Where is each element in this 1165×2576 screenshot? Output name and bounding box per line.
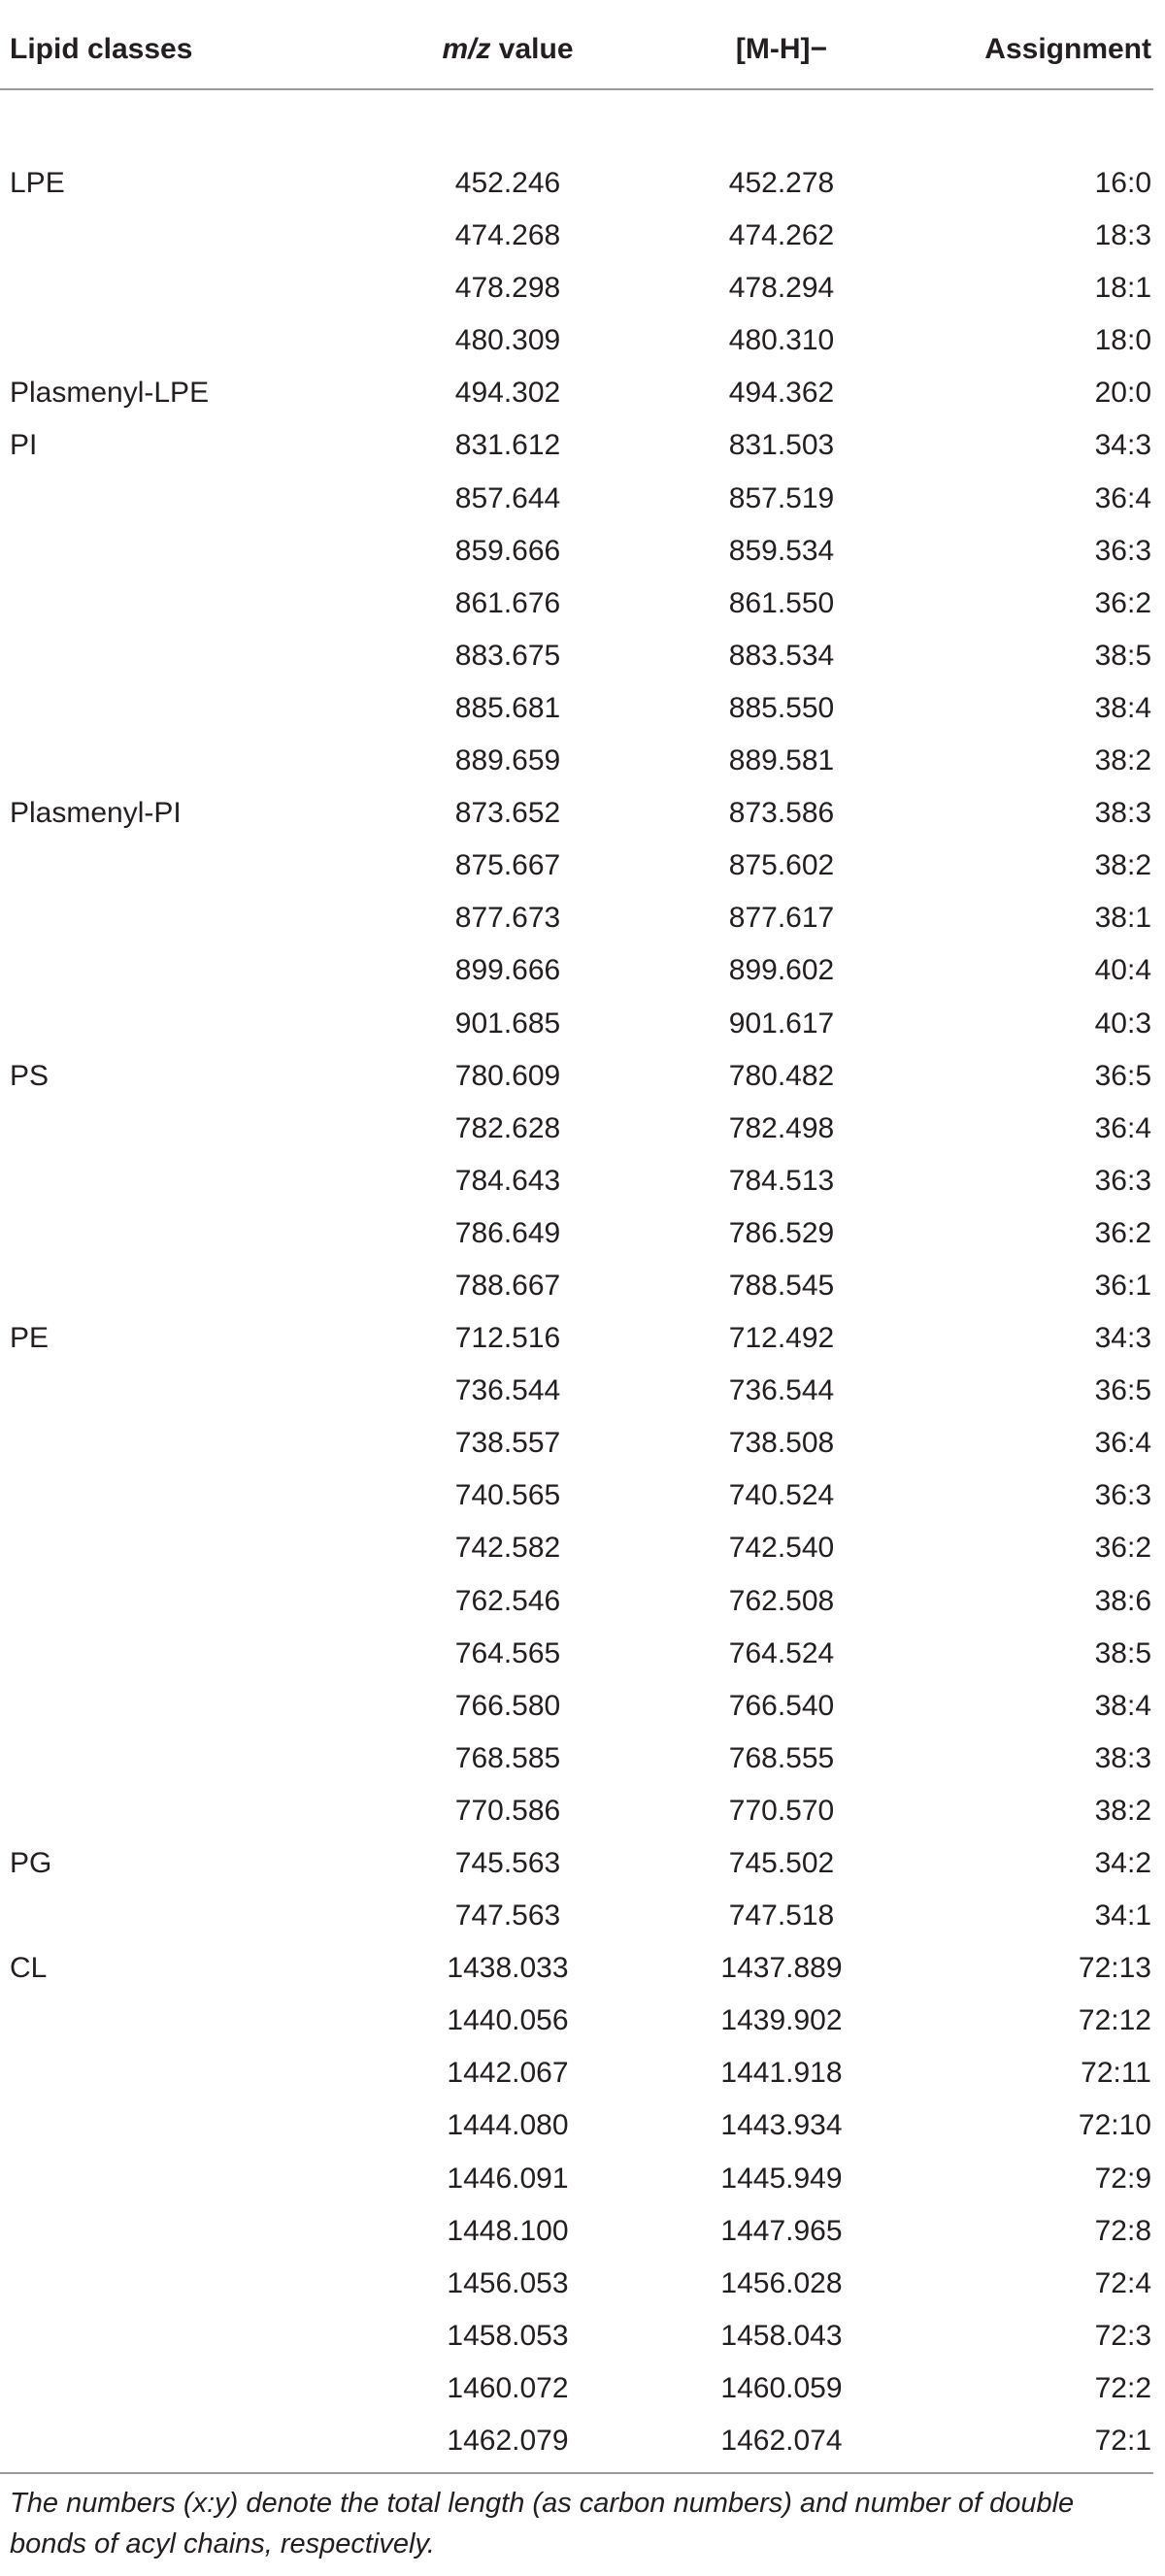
assignment-cell: 72:1 — [1094, 2425, 1151, 2458]
table-row — [0, 1522, 1165, 1574]
mz-value-cell: 1444.080 — [447, 2109, 569, 2142]
mz-value-cell: 766.580 — [454, 1689, 561, 1722]
m-h-cell: 480.310 — [728, 324, 835, 357]
mz-value-cell: 712.516 — [454, 1322, 561, 1355]
assignment-cell: 36:4 — [1094, 1427, 1151, 1460]
m-h-cell: 1439.902 — [720, 2004, 843, 2037]
mz-value-cell: 474.268 — [454, 219, 561, 252]
assignment-cell: 34:1 — [1094, 1899, 1151, 1932]
assignment-cell: 72:4 — [1094, 2266, 1151, 2299]
table-row — [0, 1155, 1165, 1207]
mz-value-cell: 452.246 — [454, 167, 561, 199]
mz-value-cell: 1438.033 — [447, 1952, 569, 1985]
m-h-cell: 766.540 — [728, 1689, 835, 1722]
mz-value-cell: 782.628 — [454, 1111, 561, 1144]
mz-value-cell: 740.565 — [454, 1479, 561, 1512]
m-h-cell: 478.294 — [728, 272, 835, 305]
lipid-class-cell: PS — [10, 1059, 50, 1092]
footer-rule — [0, 2472, 1153, 2474]
m-h-cell: 1460.059 — [720, 2371, 843, 2404]
table-row — [0, 892, 1165, 944]
mz-value-cell: 861.676 — [454, 586, 561, 619]
m-h-cell: 786.529 — [728, 1216, 835, 1249]
table-row — [0, 787, 1165, 840]
m-h-cell: 747.518 — [728, 1899, 835, 1932]
mz-value-cell: 736.544 — [454, 1374, 561, 1407]
assignment-cell: 72:12 — [1078, 2004, 1151, 2037]
m-h-cell: 740.524 — [728, 1479, 835, 1512]
assignment-cell: 40:3 — [1094, 1007, 1151, 1040]
assignment-cell: 20:0 — [1094, 377, 1151, 410]
mz-value-cell: 1458.053 — [447, 2319, 569, 2352]
mz-value-cell: 762.546 — [454, 1584, 561, 1617]
assignment-cell: 72:10 — [1078, 2109, 1151, 2142]
m-h-cell: 899.602 — [728, 954, 835, 987]
table-row — [0, 735, 1165, 787]
mz-value-cell: 873.652 — [454, 797, 561, 830]
table-row — [0, 1890, 1165, 1942]
table-row — [0, 1312, 1165, 1365]
m-h-cell: 742.540 — [728, 1532, 835, 1565]
assignment-cell: 18:1 — [1094, 272, 1151, 305]
m-h-cell: 788.545 — [728, 1269, 835, 1302]
lipid-class-cell: Plasmenyl-LPE — [10, 377, 210, 410]
table-body — [0, 157, 1165, 2467]
header-m-h: [M-H]− — [735, 33, 828, 65]
table-row — [0, 525, 1165, 578]
assignment-cell: 38:4 — [1094, 1689, 1151, 1722]
m-h-cell: 764.524 — [728, 1636, 835, 1669]
m-h-cell: 883.534 — [728, 639, 835, 672]
m-h-cell: 738.508 — [728, 1427, 835, 1460]
table-row — [0, 473, 1165, 525]
m-h-cell: 861.550 — [728, 586, 835, 619]
table-row — [0, 1942, 1165, 1995]
table-row — [0, 2099, 1165, 2152]
table-row — [0, 682, 1165, 735]
mz-value-cell: 857.644 — [454, 481, 561, 514]
mz-value-cell: 745.563 — [454, 1847, 561, 1879]
assignment-cell: 36:1 — [1094, 1269, 1151, 1302]
header-mz-rest: value — [490, 33, 574, 65]
mz-value-cell: 1462.079 — [447, 2425, 569, 2458]
header-mz-italic: m/z — [442, 33, 491, 65]
table-row — [0, 578, 1165, 630]
assignment-cell: 38:6 — [1094, 1584, 1151, 1617]
mz-value-cell: 742.582 — [454, 1532, 561, 1565]
lipid-class-cell: CL — [10, 1952, 48, 1985]
table-row — [0, 1680, 1165, 1733]
table-row — [0, 367, 1165, 419]
m-h-cell: 875.602 — [728, 849, 835, 882]
header-lipid-classes: Lipid classes — [10, 33, 193, 65]
table-row — [0, 2047, 1165, 2099]
m-h-cell: 784.513 — [728, 1164, 835, 1197]
table-row — [0, 1417, 1165, 1470]
assignment-cell: 38:3 — [1094, 1741, 1151, 1774]
mz-value-cell: 784.643 — [454, 1164, 561, 1197]
m-h-cell: 877.617 — [728, 902, 835, 935]
assignment-cell: 18:0 — [1094, 324, 1151, 357]
assignment-cell: 38:5 — [1094, 1636, 1151, 1669]
table-row — [0, 314, 1165, 367]
table-row — [0, 998, 1165, 1050]
assignment-cell: 38:4 — [1094, 691, 1151, 724]
assignment-cell: 36:2 — [1094, 1532, 1151, 1565]
table-row — [0, 1995, 1165, 2047]
assignment-cell: 34:3 — [1094, 1322, 1151, 1355]
assignment-cell: 72:11 — [1081, 2057, 1151, 2090]
table-row — [0, 1628, 1165, 1680]
assignment-cell: 38:2 — [1094, 1794, 1151, 1827]
mz-value-cell: 1440.056 — [447, 2004, 569, 2037]
assignment-cell: 72:9 — [1094, 2162, 1151, 2195]
mz-value-cell: 877.673 — [454, 902, 561, 935]
m-h-cell: 1441.918 — [720, 2057, 843, 2090]
m-h-cell: 762.508 — [728, 1584, 835, 1617]
m-h-cell: 889.581 — [728, 744, 835, 777]
assignment-cell: 36:3 — [1094, 534, 1151, 567]
assignment-cell: 38:3 — [1094, 797, 1151, 830]
table-footnote: The numbers (x:y) denote the total length (as carbon numbers) and number of double bonds of acyl chains, respectively. — [10, 2488, 1075, 2559]
table-row — [0, 1733, 1165, 1785]
m-h-cell: 452.278 — [728, 167, 835, 199]
assignment-cell: 36:5 — [1094, 1374, 1151, 1407]
table-row — [0, 210, 1165, 262]
m-h-cell: 1458.043 — [720, 2319, 843, 2352]
m-h-cell: 885.550 — [728, 691, 835, 724]
table-row — [0, 262, 1165, 314]
assignment-cell: 34:2 — [1094, 1847, 1151, 1879]
mz-value-cell: 885.681 — [454, 691, 561, 724]
table-row — [0, 2362, 1165, 2415]
lipid-class-cell: PI — [10, 429, 38, 462]
assignment-cell: 36:3 — [1094, 1479, 1151, 1512]
assignment-cell: 72:2 — [1094, 2371, 1151, 2404]
m-h-cell: 474.262 — [728, 219, 835, 252]
assignment-cell: 36:4 — [1094, 481, 1151, 514]
table-row — [0, 1103, 1165, 1155]
mz-value-cell: 1456.053 — [447, 2266, 569, 2299]
table-row — [0, 840, 1165, 892]
table-row — [0, 2310, 1165, 2362]
mz-value-cell: 1442.067 — [447, 2057, 569, 2090]
table-row — [0, 1785, 1165, 1837]
assignment-cell: 38:5 — [1094, 639, 1151, 672]
assignment-cell: 38:2 — [1094, 744, 1151, 777]
m-h-cell: 768.555 — [728, 1741, 835, 1774]
table-row — [0, 1575, 1165, 1628]
m-h-cell: 873.586 — [728, 797, 835, 830]
mz-value-cell: 1448.100 — [447, 2214, 569, 2247]
table-row — [0, 1365, 1165, 1417]
mz-value-cell: 768.585 — [454, 1741, 561, 1774]
mz-value-cell: 859.666 — [454, 534, 561, 567]
m-h-cell: 780.482 — [728, 1059, 835, 1092]
m-h-cell: 901.617 — [728, 1007, 835, 1040]
assignment-cell: 36:3 — [1094, 1164, 1151, 1197]
header-rule — [0, 88, 1153, 90]
m-h-cell: 1443.934 — [720, 2109, 843, 2142]
assignment-cell: 40:4 — [1094, 954, 1151, 987]
mz-value-cell: 747.563 — [454, 1899, 561, 1932]
mz-value-cell: 478.298 — [454, 272, 561, 305]
mz-value-cell: 1460.072 — [447, 2371, 569, 2404]
assignment-cell: 38:1 — [1094, 902, 1151, 935]
table-row — [0, 157, 1165, 210]
table-row — [0, 2415, 1165, 2467]
lipid-class-cell: LPE — [10, 167, 65, 199]
m-h-cell: 859.534 — [728, 534, 835, 567]
assignment-cell: 72:13 — [1078, 1952, 1151, 1985]
mz-value-cell: 1446.091 — [447, 2162, 569, 2195]
mz-value-cell: 770.586 — [454, 1794, 561, 1827]
table-row — [0, 419, 1165, 472]
assignment-cell: 38:2 — [1094, 849, 1151, 882]
assignment-cell: 72:3 — [1094, 2319, 1151, 2352]
assignment-cell: 36:4 — [1094, 1111, 1151, 1144]
mz-value-cell: 480.309 — [454, 324, 561, 357]
lipid-class-cell: PE — [10, 1322, 50, 1355]
table-row — [0, 1837, 1165, 1890]
assignment-cell: 34:3 — [1094, 429, 1151, 462]
table-row — [0, 944, 1165, 997]
lipid-class-cell: Plasmenyl-PI — [10, 797, 182, 830]
mz-value-cell: 786.649 — [454, 1216, 561, 1249]
m-h-cell: 782.498 — [728, 1111, 835, 1144]
table-row — [0, 2205, 1165, 2258]
mz-value-cell: 788.667 — [454, 1269, 561, 1302]
m-h-cell: 770.570 — [728, 1794, 835, 1827]
m-h-cell: 831.503 — [728, 429, 835, 462]
assignment-cell: 16:0 — [1094, 167, 1151, 199]
mz-value-cell: 780.609 — [454, 1059, 561, 1092]
table-row — [0, 2258, 1165, 2310]
assignment-cell: 36:2 — [1094, 586, 1151, 619]
m-h-cell: 745.502 — [728, 1847, 835, 1879]
mz-value-cell: 901.685 — [454, 1007, 561, 1040]
assignment-cell: 36:2 — [1094, 1216, 1151, 1249]
mz-value-cell: 738.557 — [454, 1427, 561, 1460]
m-h-cell: 857.519 — [728, 481, 835, 514]
table-row — [0, 630, 1165, 682]
table-row — [0, 2153, 1165, 2205]
table-row — [0, 1050, 1165, 1103]
m-h-cell: 1437.889 — [720, 1952, 843, 1985]
mz-value-cell: 494.302 — [454, 377, 561, 410]
m-h-cell: 494.362 — [728, 377, 835, 410]
mz-value-cell: 875.667 — [454, 849, 561, 882]
m-h-cell: 1456.028 — [720, 2266, 843, 2299]
table-row — [0, 1260, 1165, 1312]
m-h-cell: 712.492 — [728, 1322, 835, 1355]
assignment-cell: 18:3 — [1094, 219, 1151, 252]
m-h-cell: 1447.965 — [720, 2214, 843, 2247]
mz-value-cell: 883.675 — [454, 639, 561, 672]
mz-value-cell: 764.565 — [454, 1636, 561, 1669]
assignment-cell: 36:5 — [1094, 1059, 1151, 1092]
header-assignment: Assignment — [984, 33, 1151, 65]
mz-value-cell: 899.666 — [454, 954, 561, 987]
m-h-cell: 1445.949 — [720, 2162, 843, 2195]
lipid-class-cell: PG — [10, 1847, 52, 1879]
table-row — [0, 1207, 1165, 1260]
mz-value-cell: 831.612 — [454, 429, 561, 462]
table-row — [0, 1470, 1165, 1522]
m-h-cell: 736.544 — [728, 1374, 835, 1407]
mz-value-cell: 889.659 — [454, 744, 561, 777]
header-mz-value — [367, 27, 649, 72]
assignment-cell: 72:8 — [1094, 2214, 1151, 2247]
m-h-cell: 1462.074 — [720, 2425, 843, 2458]
